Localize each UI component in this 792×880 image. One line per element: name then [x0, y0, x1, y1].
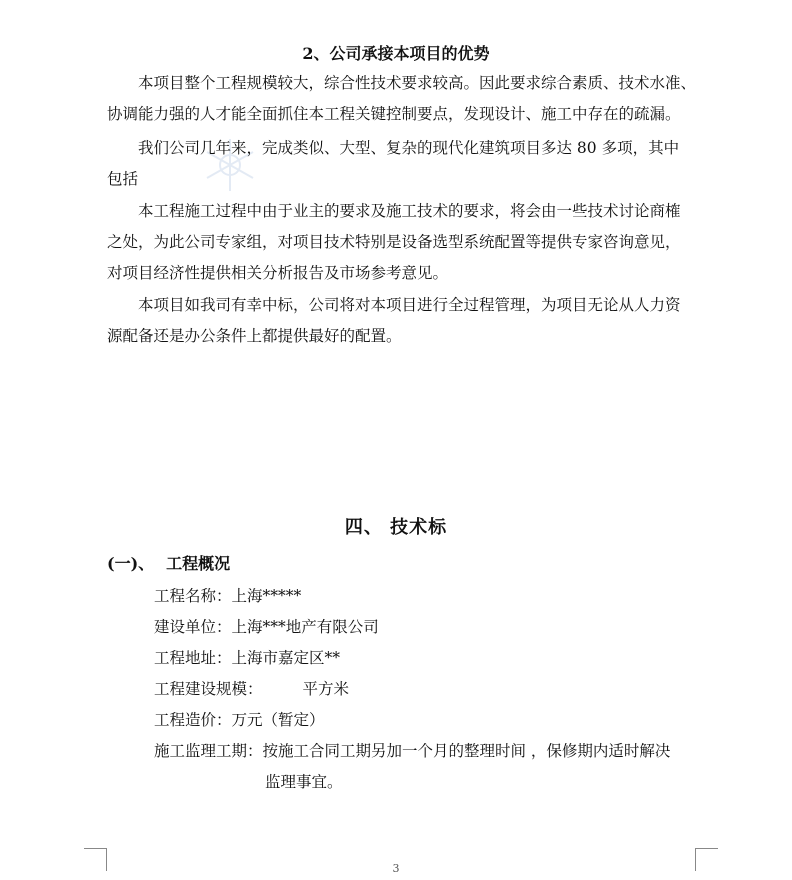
subsection-title: 工程概况: [166, 554, 231, 573]
project-address: 工程地址：上海市嘉定区**: [154, 649, 341, 667]
project-cost: 工程造价：万元（暂定）: [154, 711, 325, 729]
scale-label: 工程建设规模：: [154, 680, 263, 698]
section-heading-technical-bid: 四、 技术标: [344, 517, 448, 538]
text-line: 源配备还是办公条件上都提供最好的配置。: [107, 327, 402, 345]
supervision-period: 施工监理工期：按施工合同工期另加一个月的整理时间 ，保修期内适时解决: [154, 742, 671, 760]
text-line: 包括: [107, 170, 139, 188]
text-line: 对项目经济性提供相关分析报告及市场参考意见。: [107, 264, 449, 282]
subsection-number: (一)、: [107, 554, 155, 573]
subsection-heading-overview: [107, 551, 230, 577]
construction-scale: [154, 674, 349, 705]
scale-unit: 平方米: [302, 680, 350, 698]
text-line: 之处，为此公司专家组，对项目技术特别是设备选型系统配置等提供专家咨询意见，: [107, 233, 681, 251]
text-line: 协调能力强的人才能全面抓住本工程关键控制要点，发现设计、施工中存在的疏漏。: [107, 105, 681, 123]
text-line: 我们公司几年来，完成类似、大型、复杂的现代化建筑项目多达 80 多项，其中: [138, 139, 680, 157]
page-number: 3: [392, 862, 400, 875]
paragraph-management: [107, 290, 697, 352]
text-line: 本工程施工过程中由于业主的要求及施工技术的要求，将会由一些技术讨论商榷: [138, 202, 681, 220]
section-heading-advantages: 2、公司承接本项目的优势: [302, 44, 490, 63]
supervision-period-continued: 监理事宜。: [265, 773, 343, 791]
construction-unit: 建设单位：上海***地产有限公司: [154, 618, 379, 636]
paragraph-expert-group: [107, 196, 697, 289]
text-line: 本项目如我司有幸中标，公司将对本项目进行全过程管理，为项目无论从人力资: [138, 296, 681, 314]
paragraph-scale: [107, 68, 697, 130]
project-name: 工程名称：上海*****: [154, 587, 302, 605]
text-line: 本项目整个工程规模较大，综合性技术要求较高。因此要求综合素质、技术水准、: [138, 74, 697, 92]
paragraph-experience: [107, 133, 697, 195]
